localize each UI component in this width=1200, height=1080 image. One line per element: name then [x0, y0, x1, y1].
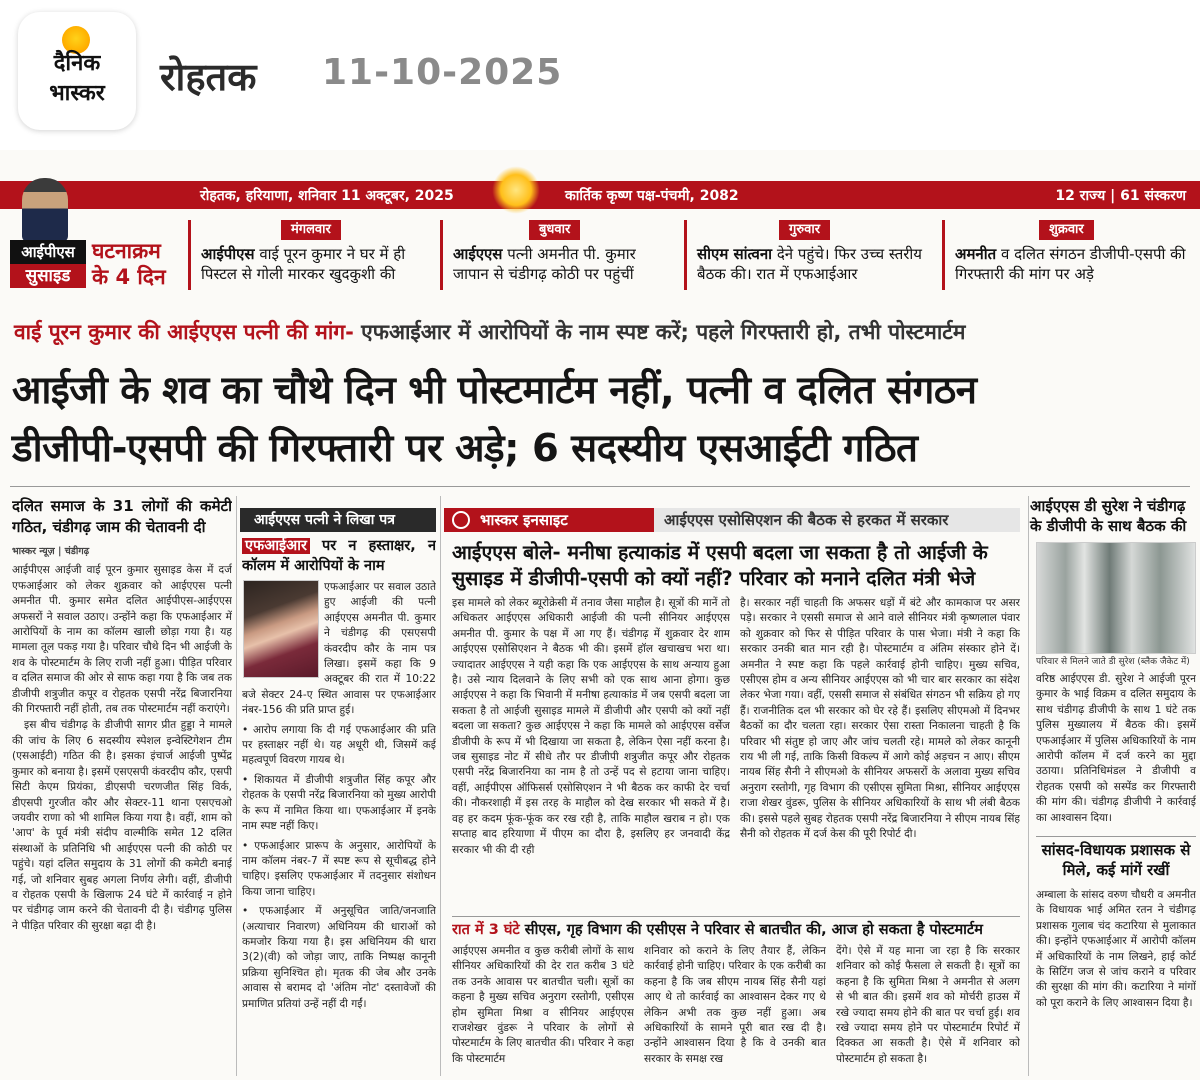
mp-mla-text: अम्बाला के सांसद वरुण चौधरी व अमनीत के विधायक भाई अमित रतन ने चंडीगढ़ प्रशासक गुलाब चंद कटारिया से मुलाकात की। इन्होंने एफआईआर में आरोपी कॉलम में अधिकारियों के नाम लिखने, हाई कोर्ट के सिटिंग जज से जांच कराने व परिवार की सुरक्षा की मांग की। कटारिया ने मांगों को पूरा कराने के लिए आश्वासन दिया है।: [1036, 889, 1196, 1009]
letter-bullet: • आरोप लगाया कि दी गई एफआईआर की प्रति पर हस्ताक्षर नहीं थे। यह अधूरी थी, जिसमें कई महत्वपूर्ण विवरण गायब थे।: [242, 723, 436, 767]
story-byline: भास्कर न्यूज़ | चंडीगढ़: [12, 546, 90, 557]
main-headline: [12, 362, 1196, 478]
letter-bullet: • शिकायत में डीजीपी शत्रुजीत सिंह कपूर और रोहतक के एसपी नरेंद्र बिजारनिया को मुख्य आरोपी के रूप में नामित किया था। एफआईआर में इनके नाम स्पष्ट नहीं किए।: [242, 773, 436, 833]
night-meeting-subhead: रात में 3 घंटे सीएस, गृह विभाग की एसीएस ने परिवार से बातचीत की, आज हो सकता है पोस्टमार्टम: [452, 922, 983, 938]
day-name: मंगलवार: [281, 220, 341, 240]
logo-text-top: दैनिक: [53, 51, 101, 76]
bulb-icon: [452, 511, 470, 529]
kicker-red: वाई पूरन कुमार की आईएएस पत्नी की मांग-: [14, 320, 354, 344]
headline-line-1: आईजी के शव का चौथे दिन भी पोस्टमार्टम नहीं, पत्नी व दलित संगठन: [12, 368, 977, 413]
column-rule: [236, 496, 237, 1076]
column-main-story: [12, 496, 232, 1076]
headline-line-2: डीजीपी-एसपी की गिरफ्तारी पर अड़े; 6 सदस्यीय एसआईटी गठित: [12, 426, 918, 471]
story-paragraph: आईपीएस आईजी वाई पूरन कुमार सुसाइड केस में दर्ज एफआईआर को लेकर शुक्रवार को आईएएस पत्नी अमनीत पी. कुमार समेत दलित आईपीएस-आईएएस अफसरों ने सवाल उठाए। उन्होंने कहा कि एफआईआर में आरोपियों के नाम का कॉलम खाली छोड़ा गया है। यह मामला तूल पकड़ गया है। परिवार चौथे दिन भी आईजी के शव के पोस्टमार्टम के लिए राजी नहीं हुआ। पीड़ित परिवार व दलित समाज की ओर से साफ कहा गया है कि जब तक डीजीपी शत्रुजीत कपूर व रोहतक एसपी नरेंद्र बिजारनिया की गिरफ्तारी नहीं होती, तब तक पोस्टमार्टम नहीं कराएंगे।: [12, 564, 232, 716]
sun-icon: [492, 166, 540, 214]
divider: [452, 916, 1020, 917]
badge-ips: आईपीएस: [10, 240, 86, 264]
letter-intro: एफआईआर पर सवाल उठाते हुए आईजी की पत्नी आईएएस अमनीत पी. कुमार ने चंडीगढ़ की एसएसपी कंवरदीप कौर के नाम पत्र लिखा। इसमें कहा कि 9 अक्टूबर की रात में 10:22 बजे सेक्टर 24-ए स्थित आवास पर एफआईआर नंबर-156 की प्रति प्राप्त हुई।: [242, 581, 436, 717]
timeline-day-thursday: [684, 220, 934, 290]
day-event: आईपीएस वाई पूरन कुमार ने घर में ही पिस्टल से गोली मारकर खुदकुशी की: [201, 245, 406, 283]
edition-date: 11-10-2025: [322, 52, 563, 93]
mp-mla-headline: सांसद-विधायक प्रशासक से मिले, कई मांगें रखीं: [1041, 841, 1191, 879]
dateline-hindu-calendar: कार्तिक कृष्ण पक्ष-पंचमी, 2082: [565, 188, 739, 204]
story-subhead: दलित समाज के 31 लोगों की कमेटी गठित, चंडीगढ़ जाम की चेतावनी दी: [12, 497, 232, 536]
sun-logo-icon: [62, 26, 90, 54]
day-event: आईएएस पत्नी अमनीत पी. कुमार जापान से चंडीगढ़ कोठी पर पहुंचीं: [453, 245, 636, 283]
day-event: सीएम सांत्वना देने पहुंचे। फिर उच्च स्तरीय बैठक की। रात में एफआईआर: [697, 245, 922, 283]
photo-caption: परिवार से मिलने जाते डी सुरेश (ब्लैक जैकेट में): [1036, 657, 1190, 667]
night-meeting-column-3: देंगे। ऐसे में यह माना जा रहा है कि सरकार शनिवार को कोई फैसला ले सकती है। सूत्रों का कहना है कि सुमिता मिश्रा ने अमनीत से अलग से भी बात की। इसमें शव को मोर्चरी हाउस में रखे ज्यादा समय होने की बात पर चर्चा हुई। शव रखे ज्यादा समय होने पर पोस्टमार्टम रिपोर्ट में दिक्कत आ सकती है। ऐसे में शनिवार को पोस्टमार्टम हो सकता है।: [836, 945, 1020, 1065]
insight-column-1: इस मामले को लेकर ब्यूरोक्रेसी में तनाव जैसा माहौल है। सूत्रों की मानें तो अधिकतर आईएएस अधिकारी आईजी की पत्नी सीनियर आईएएस अमनीत पी. कुमार के पक्ष में आ गए हैं। चंडीगढ़ में शुक्रवार देर शाम आईएएस एसोसिएशन ने बैठक भी की। इसमें हॉल खचाखच भरा था। ज्यादातर आईएएस ने यही कहा कि एक आईएएस के साथ अन्याय हुआ है। उसे न्याय दिलवाने के लिए सभी को एक साथ आना होगा। कुछ आईएएस ने कहा कि भिवानी में मनीषा हत्याकांड में जब एसपी बदला जा सकता है तो आईजी सुसाइड मामले में डीजीपी और एसपी को क्यों नहीं बदला जा सकता? कुछ आईएएस ने कहा कि मामले को आईएएस वर्सेज डीजीपी के रूप में भी दिखाया जा सकता है, लेकिन ऐसा नहीं करना है। जब सुसाइड नोट में सीधे तौर पर डीजीपी शत्रुजीत कपूर और रोहतक एसपी नरेंद्र बिजारनिया का नाम है तो उन्हें पद से हटाया जाना चाहिए। वहीं, आईपीएस ऑफिसर्स एसोसिएशन ने भी बैठक कर काफी देर चर्चा की। नौकरशाही में इस तरह के माहौल को देख सरकार भी सकते में है। वह हर कदम फूंक-फूंक कर रख रही है, ताकि माहौल खराब न हो। एक सप्ताह बाद हरियाणा में पीएम का दौरा है, इसलिए हर जनवादी केंद्र सरकार भी की दी रही: [452, 597, 730, 856]
day-name: शुक्रवार: [1039, 220, 1094, 240]
headline-kicker: [14, 318, 1194, 346]
timeline-day-wednesday: [440, 220, 676, 290]
night-meeting-column-1: आईएएस अमनीत व कुछ करीबी लोगों के साथ सीनियर अधिकारियों की देर रात करीब 3 घंटे तक उनके आवास पर बातचीत चली। सूत्रों का कहना है मुख्य सचिव अनुराग रस्तोगी, एसीएस होम सुमिता मिश्रा व सीनियर आईएएस राजशेखर वुंडरू ने परिवार के लोगों से पोस्टमार्टम के लिए बातचीत की। परिवार ने कहा कि पोस्टमार्टम: [452, 945, 634, 1065]
letter-bullet: • एफआईआर में अनुसूचित जाति/जनजाति (अत्याचार निवारण) अधिनियम की धाराओं को कमजोर किया गया है। इस अधिनियम की धारा 3(2)(वी) को जोड़ा जाए, ताकि निष्पक्ष कानूनी प्रक्रिया सुनिश्चित हो। मृतक की जेब और उनके आवास से बरामद दो 'अंतिम नोट' दस्तावेजों की प्रमाणित प्रतियां उन्हें नहीं दी गईं।: [242, 905, 436, 1010]
newspaper-page: [0, 150, 1200, 1080]
suresh-meeting-headline: आईएएस डी सुरेश ने चंडीगढ़ के डीजीपी के साथ बैठक की: [1030, 497, 1187, 535]
divider: [1036, 836, 1196, 837]
badge-suicide: सुसाइड: [10, 264, 86, 288]
ips-suicide-badge: [10, 176, 80, 296]
bhaskar-insight-tag: भास्कर इनसाइट: [444, 508, 654, 532]
app-header: [0, 0, 1200, 150]
day-name: बुधवार: [529, 220, 580, 240]
story-paragraph: इस बीच चंडीगढ़ के डीजीपी सागर प्रीत हुड्डा ने मामले की जांच के लिए 6 सदस्यीय स्पेशल इन्वेस्टिगेशन टीम (एसआईटी) गठित की है। इसका इंचार्ज आईजी पुष्पेंद्र कुमार को बनाया है। इसमें एसएसपी कंवरदीप कौर, एसपी सिटी केएम प्रियंका, डीएसपी चरणजीत सिंह विर्क, डीएसपी गुरजीत कौर और सेक्टर-11 थाना एसएचओ जयवीर राणा को भी शामिल किया गया है। वहीं, शाम को 'आप' के पूर्व मंत्री संदीप वाल्मीकि समेत 12 दलित संस्थाओं के प्रतिनिधि भी आईएएस पत्नी की कोठी पर पहुंचे। यहां दलित समुदाय के 31 लोगों की कमेटी बनाई गई, जो शनिवार सुबह अगला निर्णय लेगी। वहीं, डीजीपी व रोहतक एसपी के खिलाफ 24 घंटे में कार्रवाई न होने पर चंडीगढ़ जाम करने की चेतावनी दी है। चंडीगढ़ पुलिस ने पीड़ित परिवार की सुरक्षा बढ़ा दी है।: [12, 719, 232, 932]
dateline-place-date: रोहतक, हरियाणा, शनिवार 11 अक्टूबर, 2025: [200, 188, 454, 204]
divider: [10, 486, 1190, 487]
dateline-bar: [0, 181, 1200, 209]
column-rule: [440, 496, 441, 1076]
column-rule: [1028, 496, 1029, 1076]
officer-portrait: [22, 178, 68, 242]
timeline-day-tuesday: [188, 220, 434, 290]
timeline-day-friday: [942, 220, 1192, 290]
insight-column-2: है। सरकार नहीं चाहती कि अफसर धड़ों में बंटे और कामकाज पर असर पड़े। सरकार ने एससी समाज से आने वाले सीनियर मंत्री कृष्णलाल पंवार को शुक्रवार को फिर से पीड़ित परिवार के पास भेजा। मंत्री ने कहा कि सरकार उनकी बात मान रही है। पोस्टमार्टम व अंतिम संस्कार होने दें। अमनीत ने स्पष्ट कहा कि पहले कार्रवाई होनी चाहिए। मुख्य सचिव, एसीएस होम व अन्य सीनियर आईएएस को भी चार बार सरकार का संदेश लेकर भेजा गया। वहीं, एससी समाज से संबंधित संगठन भी सक्रिय हो गए हैं। राजनीतिक दल भी सरकार को घेर रहे हैं। इसलिए सीएमओ में दिनभर बैठकों का दौर चलता रहा। सरकार ऐसा रास्ता निकालना चाहती है कि परिवार भी संतुष्ट हो जाए और जांच चलती रहे। मामले को लेकर कानूनी राय भी ली गई, ताकि किसी विकल्प में आगे कोई अड़चन न आए। सीएम नायब सिंह सैनी ने सीएमओ के सीनियर अफसरों के अलावा मुख्य सचिव अनुराग रस्तोगी, गृह विभाग की एसीएस सुमिता मिश्रा, सीनियर आईएएस राजा शेखर वुंडरू, पुलिस के सीनियर अधिकारियों के साथ भी लंबी बैठक की। इससे पहले सुबह रोहतक एसपी नरेंद्र बिजारनिया ने सीएम नायब सिंह सैनी को रोहतक में दर्ज केस की पूरी रिपोर्ट दी।: [740, 597, 1020, 841]
suresh-photo: [1036, 542, 1196, 654]
insight-subtag: आईएएस एसोसिएशन की बैठक से हरकत में सरकार: [654, 508, 1020, 532]
letter-bullet: • एफआईआर प्रारूप के अनुसार, आरोपियों के नाम कॉलम नंबर-7 में स्पष्ट रूप से सूचीबद्ध होने चाहिए। इसलिए एफआईआर में तदनुसार संशोधन किया जाना चाहिए।: [242, 839, 436, 898]
night-meeting-column-2: शनिवार को कराने के लिए तैयार हैं, लेकिन कार्रवाई होनी चाहिए। परिवार के एक करीबी का कहना है कि जब सीएम नायब सिंह सैनी यहां आए थे तो कार्रवाई का आश्वासन देकर गए थे लेकिन अभी तक कुछ नहीं हुआ। अब अधिकारियों के सामने पूरी बात रख दी है। उन्होंने आश्वासन दिया है कि वे उनकी बात सरकार के समक्ष रख: [644, 945, 826, 1065]
logo-text-bottom: भास्कर: [49, 81, 105, 106]
kicker-rest: एफआईआर में आरोपियों के नाम स्पष्ट करें; पहले गिरफ्तारी हो, तभी पोस्टमार्टम: [353, 320, 966, 344]
dateline-editions: 12 राज्य | 61 संस्करण: [1055, 188, 1186, 204]
suresh-meeting-text: वरिष्ठ आईएएस डी. सुरेश ने आईजी पूरन कुमार के भाई विक्रम व दलित समुदाय के साथ चंडीगढ़ डीजीपी के साथ 1 घंटे तक पुलिस मुख्यालय में बैठक की। इसमें एफआईआर में पुलिस अधिकारियों के नाम आरोपी कॉलम में दर्ज करने का मुद्दा उठाया। प्रतिनिधिमंडल ने डीजीपी व रोहतक एसपी को सस्पेंड कर गिरफ्तारी की मांग की। चंडीगढ़ डीजीपी ने कार्रवाई का आश्वासन दिया।: [1036, 673, 1196, 824]
dainik-bhaskar-logo[interactable]: [18, 12, 136, 130]
edition-city: रोहतक: [160, 55, 257, 99]
amneet-photo: [243, 580, 319, 678]
insight-headline: आईएएस बोले- मनीषा हत्याकांड में एसपी बदला जा सकता है तो आईजी के सुसाइड में डीजीपी-एसपी को क्यों नहीं? परिवार को मनाने दलित मंत्री भेजे: [452, 541, 988, 590]
letter-headline: एफआईआर पर न हस्ताक्षर, न कॉलम में आरोपियों के नाम: [242, 538, 436, 574]
letter-section-tag: आईएएस पत्नी ने लिखा पत्र: [240, 508, 436, 532]
day-event: अमनीत व दलित संगठन डीजीपी-एसपी की गिरफ्तारी की मांग पर अड़े: [955, 245, 1186, 283]
timeline-label: घटनाक्रम के 4 दिन: [92, 239, 166, 289]
day-name: गुरुवार: [779, 220, 830, 240]
